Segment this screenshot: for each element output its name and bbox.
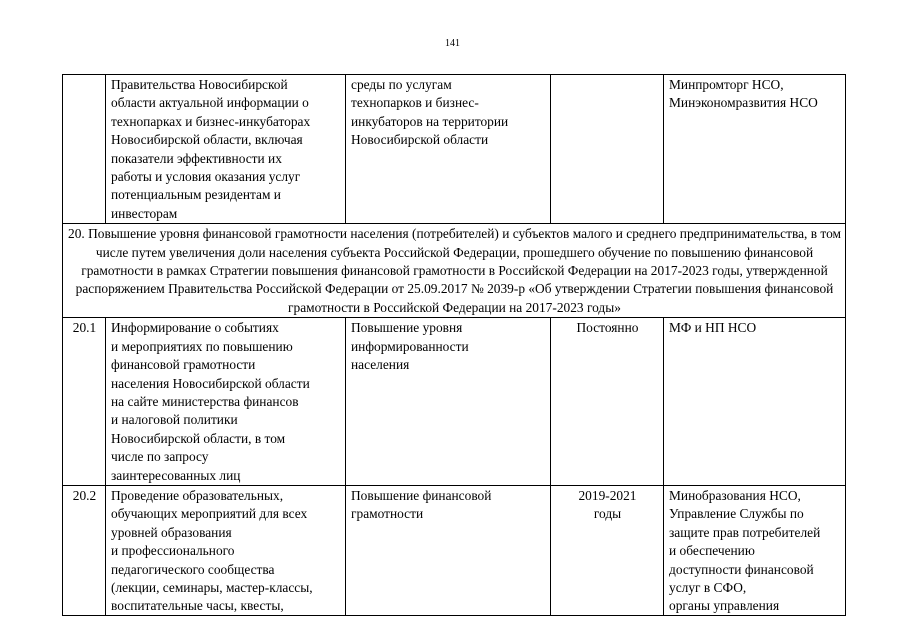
cell-number: 20.2: [63, 485, 106, 615]
cell-event: Правительства Новосибирской области актуальной информации о технопарках и бизнес-инкубаторах Новосибирской области, включая показатели эффективности их работы и условия оказания услуг потенциальным резидентам и инвесторам: [106, 75, 346, 224]
cell-executor: Минпромторг НСО, Минэкономразвития НСО: [664, 75, 846, 224]
cell-term: [551, 485, 664, 615]
table-row-20-1: [63, 318, 846, 486]
section-heading-20: 20. Повышение уровня финансовой грамотности населения (потребителей) и субъектов малого и среднего предпринимательства, в том числе путем увеличения доли населения субъекта Российской Федерации, прошедшего обучение по повышению финансовой грамотности в рамках Стратегии повышения финансовой грамотности в Российской Федерации на 2017-2023 годы, утвержденной распоряжением Правительства Российской Федерации от 25.09.2017 № 2039-р «Об утверждении Стратегии повышения финансовой грамотности в Российской Федерации на 2017-2023 годы»: [63, 224, 846, 318]
cell-event: Информирование о событиях и мероприятиях по повышению финансовой грамотности населения Новосибирской области на сайте министерства финансов и налоговой политики Новосибирской области, в том числе по запросу заинтересованных лиц: [106, 318, 346, 486]
cell-event-text: Проведение образовательных, обучающих мероприятий для всех уровней образования и профессионального педагогического сообщества (лекции, семинары, мастер-классы, воспитательные часы, квесты,: [111, 487, 313, 614]
cell-term: Постоянно: [551, 318, 664, 486]
plan-table: [62, 74, 846, 616]
cell-executor: МФ и НП НСО: [664, 318, 846, 486]
cell-term-text: 2019-2021 годы: [578, 487, 637, 522]
cell-result-text: Повышение финансовой грамотности: [351, 487, 492, 522]
page-number: 141: [445, 38, 460, 49]
cell-number: [63, 75, 106, 224]
cell-result: [346, 485, 551, 615]
table-row-20-2: [63, 485, 846, 615]
table-row-continued: [63, 75, 846, 224]
cell-executor: [664, 485, 846, 615]
cell-event: [106, 485, 346, 615]
cell-term: [551, 75, 664, 224]
section-heading-row: [63, 224, 846, 318]
cell-executor-text: Минобразования НСО, Управление Службы по защите прав потребителей и обеспечению доступности финансовой услуг в СФО, органы управления: [669, 487, 821, 614]
cell-result: Повышение уровня информированности населения: [346, 318, 551, 486]
cell-number: 20.1: [63, 318, 106, 486]
cell-result: среды по услугам технопарков и бизнес- инкубаторов на территории Новосибирской области: [346, 75, 551, 224]
